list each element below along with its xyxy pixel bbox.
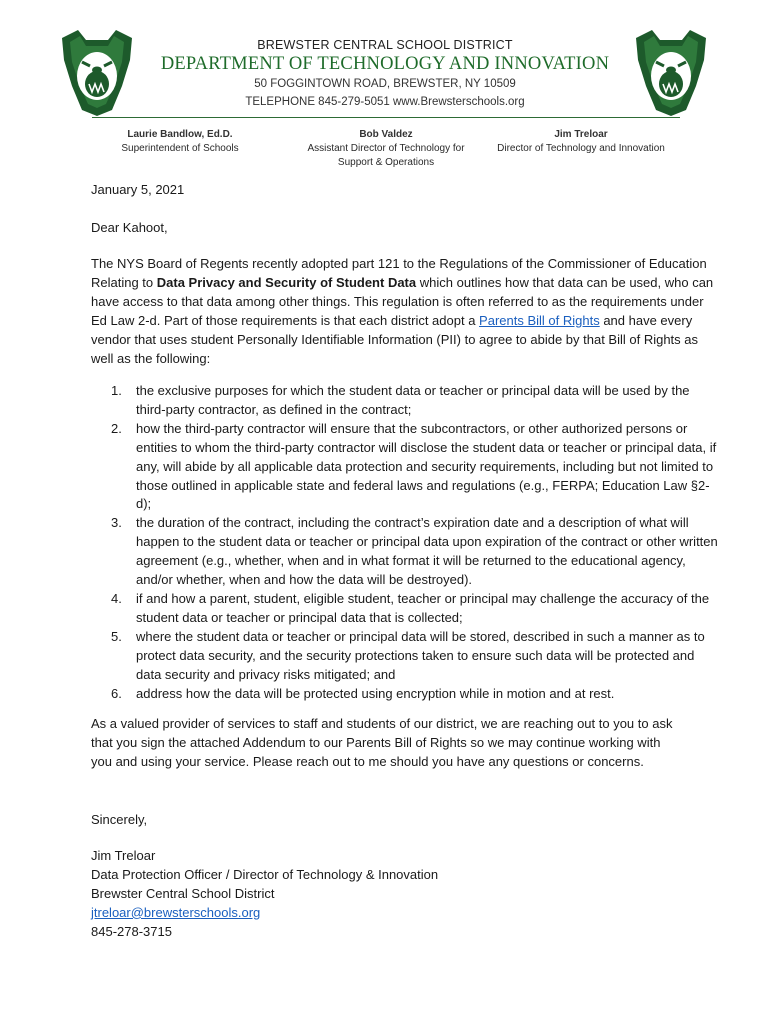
list-item-text: the duration of the contract, including the contract’s expiration date and a description of what will happen to the student data or teacher or principal data upon expiration of the contract or other written agreement (e.g., whether, when and in what format it will be returned to the educational agency, and/or whether, when and how the data will be destroyed). [136,515,718,588]
signer-title: Data Protection Officer / Director of Technology & Innovation [91,866,439,882]
list-item-text: how the third-party contractor will ensure that the subcontractors, or other authorized persons or entities to whom the third-party contractor will disclose the student data or teacher or principal data, if any, will abide by all applicable data protection and security requirements, including but not limited to those outlined in applicable state and federal laws and regulations (e.g., FERPA; Education Law §2-d); [136,420,717,512]
staff-title: Assistant Director of Technology for [307,143,465,154]
closing-paragraph: As a valued provider of services to staff and students of our district, we are reaching out to you to ask that you sign the attached Addendum to our Parents Bill of Rights so we may continue working with you and using your service. Please reach out to me should you have any questions or concerns. [91,716,673,769]
signature-block [91,847,721,942]
staff-name: Jim Treloar [554,129,608,140]
parents-bill-of-rights-link[interactable]: Parents Bill of Rights [479,312,600,328]
signer-organization: Brewster Central School District [91,885,275,901]
list-number: 2. [111,420,122,436]
staff-director [488,128,674,156]
district-name: BREWSTER CENTRAL SCHOOL DISTRICT [257,38,513,52]
list-number: 1. [111,383,122,398]
requirements-list [91,382,721,703]
list-item-text: where the student data or teacher or principal data will be stored, described in such a manner as to protect data security, and the security protections taken to ensure such data will be protected and data security and privacy risks mitigated; and [136,628,705,682]
staff-title: Superintendent of Schools [121,143,239,154]
list-number: 5. [111,628,122,644]
letter-signoff: Sincerely, [91,812,148,827]
intro-text: and have every vendor that uses student Personally Identifiable Information (PII) to agree to abide by that Bill of Rights as well as the following: [91,312,699,366]
list-number: 4. [111,590,122,606]
list-item-text: address how the data will be protected using encryption while in motion and at rest. [136,685,615,701]
list-item [91,382,721,420]
list-number: 6. [111,685,122,701]
staff-name: Laurie Bandlow, Ed.D. [127,129,233,140]
signer-phone: 845-278-3715 [91,923,172,939]
signer-name: Jim Treloar [91,848,156,863]
letter-salutation: Dear Kahoot, [91,220,168,235]
list-item [91,685,721,704]
header-divider [92,117,680,118]
list-item [91,628,721,685]
staff-title: Support & Operations [337,157,435,168]
list-item [91,420,721,515]
regulation-title: Data Privacy and Security of Student Data [156,274,417,290]
list-item-text: the exclusive purposes for which the student data or teacher or principal data will be used by the third-party contractor, as defined in the contract; [136,383,690,417]
district-telephone: TELEPHONE 845-279-5051 www.Brewsterschools.org [245,96,525,108]
intro-paragraph [91,255,721,368]
staff-superintendent [105,128,255,156]
department-name: DEPARTMENT OF TECHNOLOGY AND INNOVATION [160,54,610,74]
staff-assistant-director [298,128,474,170]
staff-name: Bob Valdez [359,129,413,140]
list-item-text: if and how a parent, student, eligible student, teacher or principal may challenge the accuracy of the student data or teacher or principal data that is collected; [136,590,710,625]
letter-date: January 5, 2021 [91,182,185,197]
signer-email-link[interactable]: jtreloar@brewsterschools.org [91,904,261,920]
district-address: 50 FOGGINTOWN ROAD, BREWSTER, NY 10509 [254,78,516,90]
list-item [91,514,721,590]
list-item [91,590,721,628]
list-number: 3. [111,515,122,531]
intro-text: which outlines how that data can be used, who can have access to that data among other things. This regulation is often referred to as the requirements under Ed Law 2-d. Part of those requirements is that each district adopt a [91,274,714,328]
intro-text: The NYS Board of Regents recently adopted part 121 to the Regulations of the Commissioner of Education Relating to [91,256,707,290]
staff-title: Director of Technology and Innovation [497,143,665,154]
